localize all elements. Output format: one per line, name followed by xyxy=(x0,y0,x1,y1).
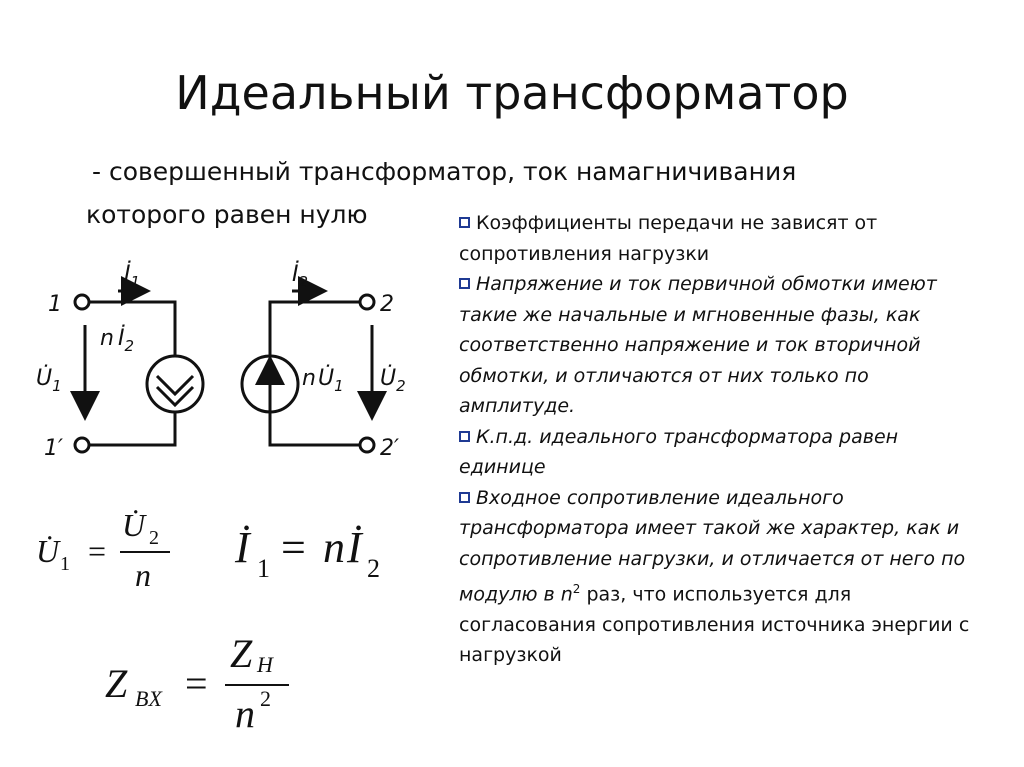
u2-label: $U̇_2$ xyxy=(380,366,406,395)
fraction-bar xyxy=(225,684,289,686)
bullet-item-4 xyxy=(459,483,989,671)
bullet-text-4a: Входное сопротивление идеального трансформатора имеет такой же характер, как и сопротивление нагрузки, и отличается от него по модулю в n xyxy=(459,486,966,606)
bullet-text-4b: раз, что используется для согласования сопротивления источника энергии с нагрузкой xyxy=(459,583,970,667)
equation-voltage: U̇ 1 = U̇ 2 n xyxy=(30,495,190,605)
subtitle-line-2: которого равен нулю xyxy=(86,200,368,229)
checkbox-icon xyxy=(459,431,470,442)
wire-left-bottom xyxy=(89,413,175,445)
bullet-list xyxy=(459,208,989,671)
bullet-text-4-sup: 2 xyxy=(572,582,581,596)
terminal-1p xyxy=(75,438,89,452)
node-1-label: 1 xyxy=(48,292,62,317)
node-2-label: 2 xyxy=(380,292,394,317)
wire-right-top xyxy=(270,302,360,356)
bullet-text-1: Коэффициенты передачи не зависят от сопротивления нагрузки xyxy=(459,212,878,265)
checkbox-icon xyxy=(459,492,470,503)
fraction-bar xyxy=(120,551,170,553)
equation-impedance: Z BX = Z H n 2 xyxy=(105,630,305,740)
ideal-transformer-circuit xyxy=(30,245,420,475)
subtitle-line-1: - совершенный трансформатор, ток намагничивания xyxy=(92,157,797,186)
slide-title: Идеальный трансформатор xyxy=(175,66,849,120)
node-2p-label: 2′ xyxy=(380,436,399,461)
u1-label: $U̇_1$ xyxy=(36,366,62,395)
i2-label: $İ_2$ xyxy=(292,262,309,291)
bullet-text-2: Напряжение и ток первичной обмотки имеют такие же начальные и мгновенные фазы, как соответственно напряжение и ток вторичной обмотки, и отличаются от них только по амплитуде. xyxy=(459,273,937,417)
n-u1-label: $nU̇_1$ xyxy=(302,366,344,395)
wire-right-bottom xyxy=(270,412,360,445)
terminal-2p xyxy=(360,438,374,452)
equation-current: İ 1 = n İ 2 xyxy=(235,523,380,583)
i1-label: $İ_1$ xyxy=(124,262,141,291)
node-1p-label: 1′ xyxy=(44,436,63,461)
bullet-item-3 xyxy=(459,422,989,483)
checkbox-icon xyxy=(459,278,470,289)
bullet-text-3: К.п.д. идеального трансформатора равен единице xyxy=(459,425,899,478)
n-i2-label: n $İ_2$ xyxy=(100,326,134,355)
bullet-item-1 xyxy=(459,208,989,269)
terminal-1 xyxy=(75,295,89,309)
terminal-2 xyxy=(360,295,374,309)
bullet-item-2 xyxy=(459,269,989,422)
checkbox-icon xyxy=(459,217,470,228)
